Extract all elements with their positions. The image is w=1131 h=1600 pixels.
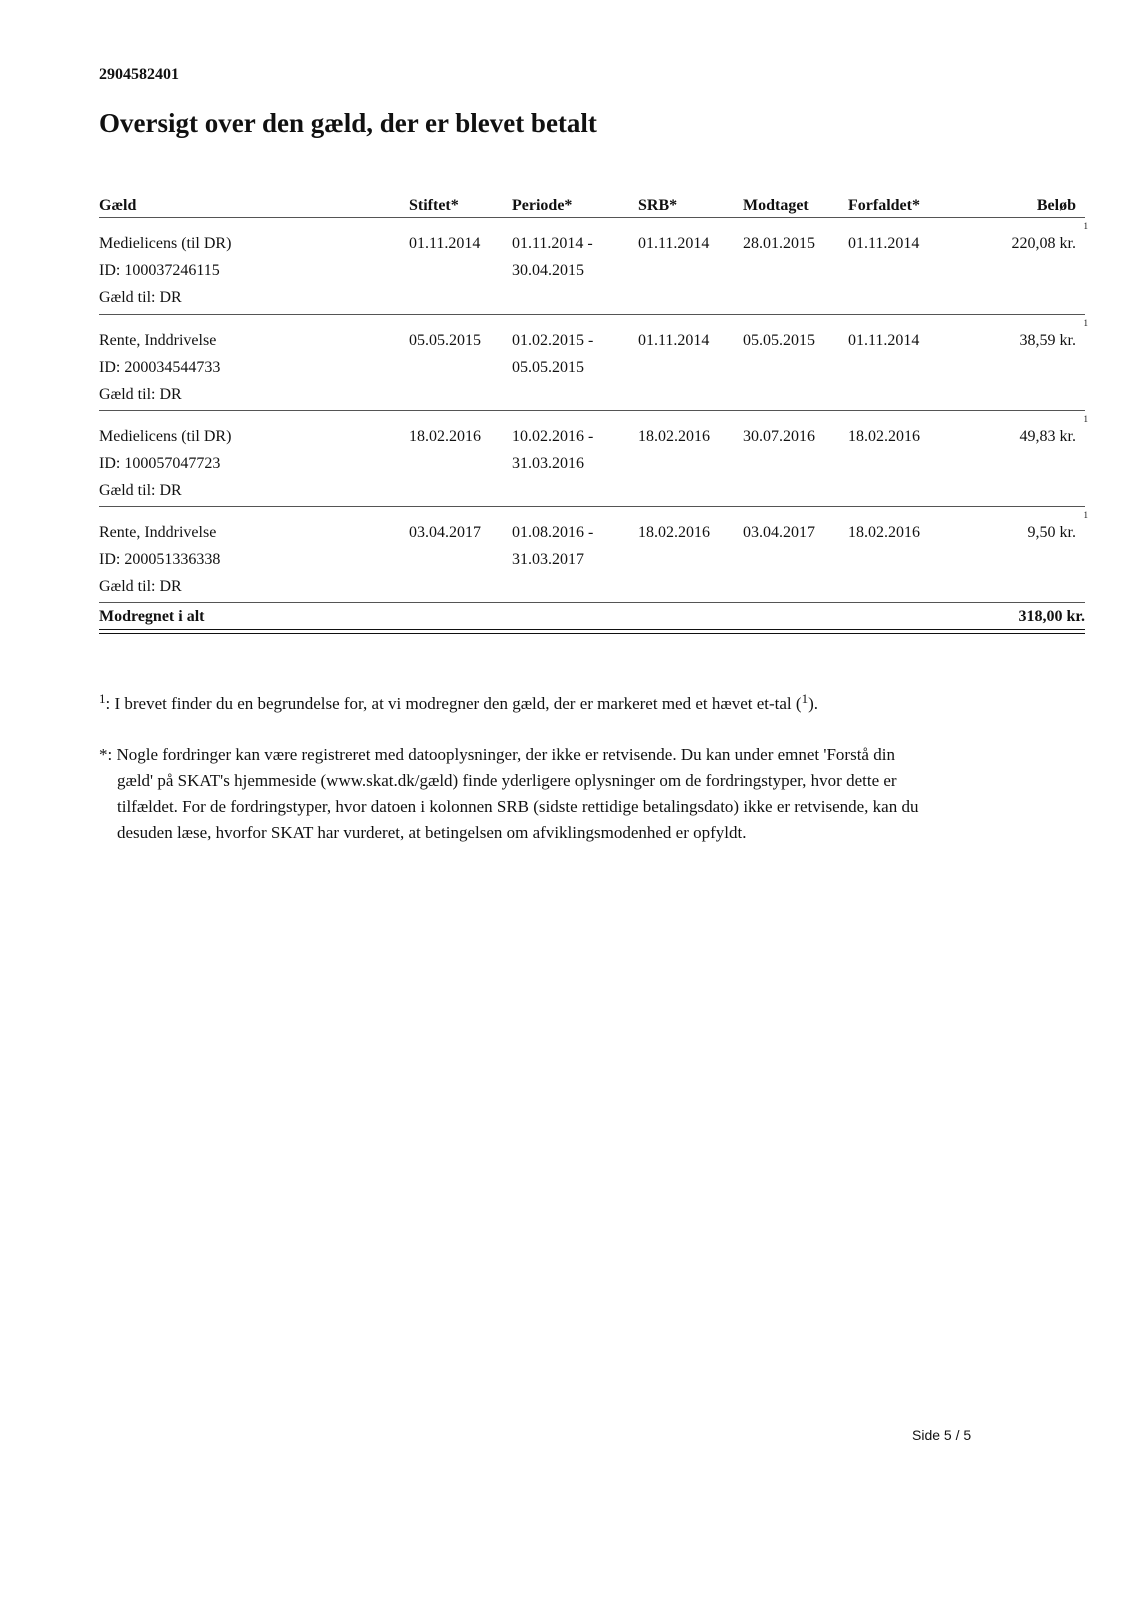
header-periode: Periode* xyxy=(512,197,573,214)
debt-forfaldet: 18.02.2016 xyxy=(848,524,920,541)
double-rule-divider xyxy=(99,629,1085,634)
header-modtaget: Modtaget xyxy=(743,197,809,214)
debt-name: Rente, Inddrivelse xyxy=(99,332,217,349)
debt-modtaget: 30.07.2016 xyxy=(743,428,815,445)
footnote-marker: 1 xyxy=(1083,414,1088,424)
debt-table xyxy=(99,195,1088,634)
page-number: Side 5 / 5 xyxy=(912,1427,972,1443)
periode-start: 01.02.2015 - xyxy=(512,332,594,349)
debt-amount: 9,50 kr. xyxy=(1027,524,1076,541)
header-gaeld: Gæld xyxy=(99,197,137,214)
footnote-one-text: : I brevet finder du en begrundelse for, at vi modregner den gæld, der er markeret med et hævet et-tal ( xyxy=(105,694,802,713)
debt-name: Rente, Inddrivelse xyxy=(99,524,217,541)
periode-end: 05.05.2015 xyxy=(512,359,584,376)
footnote-star: *: Nogle fordringer kan være registreret med datooplysninger, der ikke er retvisende. Du kan under emnet 'Forstå din gæld' på SKAT's hjemmeside (www.skat.dk/gæld) finde yderligere oplysninger om de fordringstyper, hvor dette er tilfældet. For de fordringstyper, hvor datoen i kolonnen SRB (sidste rettidige betalingsdato) ikke er retvisende, kan du desuden læse, hvorfor SKAT har vurderet, at betingelsen om afviklingsmodenhed er opfyldt. xyxy=(99,745,919,842)
footnote-one-marker: 1 xyxy=(99,691,106,706)
table-row xyxy=(99,506,1088,602)
debt-creditor: Gæld til: DR xyxy=(99,578,182,595)
debt-stiftet: 01.11.2014 xyxy=(409,235,481,252)
debt-description xyxy=(99,411,409,506)
total-amount: 318,00 kr. xyxy=(1018,608,1085,625)
header-stiftet: Stiftet* xyxy=(409,197,459,214)
debt-id: ID: 200051336338 xyxy=(99,551,221,568)
debt-forfaldet: 01.11.2014 xyxy=(848,235,920,252)
debt-stiftet: 03.04.2017 xyxy=(409,524,481,541)
debt-id: ID: 200034544733 xyxy=(99,359,221,376)
debt-description xyxy=(99,218,409,314)
debt-description xyxy=(99,507,409,602)
periode-end: 31.03.2016 xyxy=(512,455,584,472)
periode-end: 31.03.2017 xyxy=(512,551,584,568)
debt-periode xyxy=(512,218,638,314)
debt-forfaldet: 18.02.2016 xyxy=(848,428,920,445)
periode-start: 01.08.2016 - xyxy=(512,524,594,541)
debt-modtaget: 05.05.2015 xyxy=(743,332,815,349)
debt-amount: 49,83 kr. xyxy=(1019,428,1076,445)
table-row xyxy=(99,218,1088,314)
footnote-one-inline-marker: 1 xyxy=(801,691,809,706)
total-row xyxy=(99,602,1085,629)
table-header-row xyxy=(99,195,1085,218)
footnote-marker: 1 xyxy=(1083,510,1088,520)
debt-creditor: Gæld til: DR xyxy=(99,482,182,499)
debt-srb: 01.11.2014 xyxy=(638,235,710,252)
footnote-marker: 1 xyxy=(1083,318,1088,328)
debt-modtaget: 28.01.2015 xyxy=(743,235,815,252)
debt-creditor: Gæld til: DR xyxy=(99,386,182,403)
header-forfaldet: Forfaldet* xyxy=(848,197,920,214)
debt-stiftet: 05.05.2015 xyxy=(409,332,481,349)
debt-srb: 18.02.2016 xyxy=(638,428,710,445)
debt-srb: 01.11.2014 xyxy=(638,332,710,349)
debt-forfaldet: 01.11.2014 xyxy=(848,332,920,349)
debt-amount: 38,59 kr. xyxy=(1019,332,1076,349)
debt-amount: 220,08 kr. xyxy=(1011,235,1076,252)
debt-srb: 18.02.2016 xyxy=(638,524,710,541)
debt-stiftet: 18.02.2016 xyxy=(409,428,481,445)
debt-modtaget: 03.04.2017 xyxy=(743,524,815,541)
footnote-marker: 1 xyxy=(1083,221,1088,231)
periode-start: 10.02.2016 - xyxy=(512,428,594,445)
table-row xyxy=(99,410,1088,506)
header-belob: Beløb xyxy=(1036,197,1076,214)
periode-end: 30.04.2015 xyxy=(512,262,584,279)
document-id: 2904582401 xyxy=(99,66,179,83)
header-srb: SRB* xyxy=(638,197,678,214)
page-title: Oversigt over den gæld, der er blevet betalt xyxy=(99,108,597,138)
footnote-one-close: ). xyxy=(808,694,818,713)
debt-id: ID: 100037246115 xyxy=(99,262,220,279)
debt-description xyxy=(99,315,409,410)
debt-periode xyxy=(512,507,638,602)
debt-periode xyxy=(512,411,638,506)
debt-name: Medielicens (til DR) xyxy=(99,235,232,252)
debt-name: Medielicens (til DR) xyxy=(99,428,232,445)
debt-id: ID: 100057047723 xyxy=(99,455,221,472)
debt-periode xyxy=(512,315,638,410)
footnote-one xyxy=(99,686,919,717)
total-label: Modregnet i alt xyxy=(99,608,205,625)
table-row xyxy=(99,314,1088,410)
debt-creditor: Gæld til: DR xyxy=(99,289,182,306)
periode-start: 01.11.2014 - xyxy=(512,235,593,252)
